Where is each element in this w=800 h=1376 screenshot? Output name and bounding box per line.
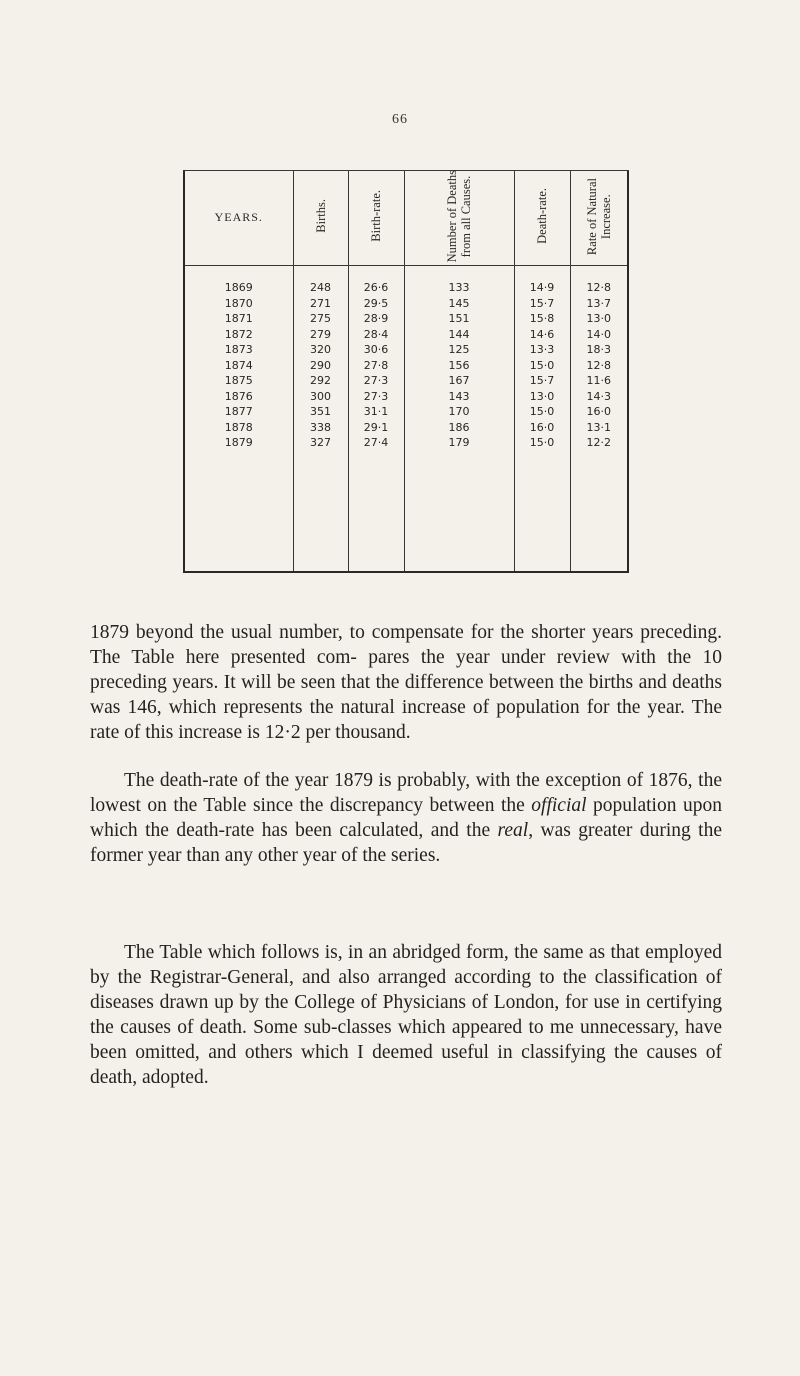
cell-natural-increase: 18·3 bbox=[586, 343, 611, 357]
cell-deaths: 179 bbox=[404, 435, 514, 451]
cell-death-rate: 14·9 bbox=[514, 280, 570, 296]
cell-natural-increase: 14·0 bbox=[586, 327, 611, 341]
cell-birth-rate: 27·3 bbox=[348, 389, 404, 405]
filler-cell bbox=[514, 451, 570, 571]
table-row bbox=[185, 342, 627, 358]
body-paragraph-2 bbox=[90, 768, 722, 868]
header-years: YEARS. bbox=[185, 170, 293, 266]
filler-cell bbox=[348, 451, 404, 571]
header-deaths-line1: Number of Deaths bbox=[445, 170, 459, 263]
spacer-cell bbox=[185, 266, 293, 281]
table-row bbox=[185, 389, 627, 405]
cell-birth-rate: 28·4 bbox=[348, 327, 404, 343]
cell-deaths: 133 bbox=[404, 280, 514, 296]
cell-birth-rate: 27·3 bbox=[348, 373, 404, 389]
cell-births: 327 bbox=[293, 435, 348, 451]
cell-natural-increase: 13·1 bbox=[586, 420, 611, 434]
cell-birth-rate: 26·6 bbox=[348, 280, 404, 296]
cell-deaths: 144 bbox=[404, 327, 514, 343]
cell-natural-increase: 12·8 bbox=[586, 281, 611, 295]
statistics-table-grid bbox=[185, 170, 627, 571]
cell-year: 1871 bbox=[185, 311, 293, 327]
spacer-cell bbox=[404, 266, 514, 281]
cell-year: 1876 bbox=[185, 389, 293, 405]
cell-natural-increase: 13·0 bbox=[586, 312, 611, 326]
cell-births: 271 bbox=[293, 296, 348, 312]
cell-death-rate: 15·0 bbox=[514, 404, 570, 420]
paragraph-3-text: The Table which follows is, in an abridged form, the same as that employed by the Registrar-General, and also arranged according to the classification of diseases drawn up by the College of Physicians of London, for use in certifying the causes of death. Some sub-classes which appeared to me unnecessary, have been omitted, and others which I deemed useful in classifying the causes of death, adopted. bbox=[90, 942, 722, 1088]
cell-death-rate: 16·0 bbox=[514, 420, 570, 436]
cell-deaths: 170 bbox=[404, 404, 514, 420]
cell-year: 1872 bbox=[185, 327, 293, 343]
cell-year: 1877 bbox=[185, 404, 293, 420]
filler-cell bbox=[185, 451, 293, 571]
cell-deaths: 156 bbox=[404, 358, 514, 374]
header-natural-increase-label bbox=[585, 178, 613, 255]
cell-births: 351 bbox=[293, 404, 348, 420]
paragraph-2-part-c: , was greater during the former year than any other year of the series. bbox=[90, 820, 722, 866]
table-header-row bbox=[185, 170, 627, 266]
cell-death-rate: 15·0 bbox=[514, 435, 570, 451]
header-death-rate-label: Death-rate. bbox=[535, 188, 549, 245]
paragraph-2-official: official bbox=[531, 795, 587, 816]
table-row bbox=[185, 404, 627, 420]
cell-death-rate: 14·6 bbox=[514, 327, 570, 343]
spacer-cell bbox=[514, 266, 570, 281]
cell-births: 338 bbox=[293, 420, 348, 436]
cell-year: 1874 bbox=[185, 358, 293, 374]
cell-deaths: 125 bbox=[404, 342, 514, 358]
header-natural-increase bbox=[570, 170, 627, 266]
body-paragraph-3 bbox=[90, 940, 722, 1090]
cell-births: 290 bbox=[293, 358, 348, 374]
table-row bbox=[185, 296, 627, 312]
cell-death-rate: 15·0 bbox=[514, 358, 570, 374]
cell-births: 279 bbox=[293, 327, 348, 343]
cell-deaths: 143 bbox=[404, 389, 514, 405]
header-natural-line1: Rate of Natural bbox=[584, 177, 599, 255]
header-deaths-line2: from all Causes. bbox=[459, 175, 473, 257]
filler-cell bbox=[293, 451, 348, 571]
cell-births: 248 bbox=[293, 280, 348, 296]
header-births bbox=[293, 170, 348, 266]
cell-year: 1870 bbox=[185, 296, 293, 312]
table-row bbox=[185, 373, 627, 389]
filler-cell bbox=[570, 451, 627, 571]
paragraph-2-real: real bbox=[497, 820, 529, 841]
cell-births: 275 bbox=[293, 311, 348, 327]
cell-death-rate: 13·3 bbox=[514, 342, 570, 358]
header-birth-rate bbox=[348, 170, 404, 266]
header-death-rate bbox=[514, 170, 570, 266]
paragraph-2-part-b: population upon which the death-rate has been calculated, and the bbox=[90, 795, 722, 841]
page-number: 66 bbox=[392, 112, 408, 127]
table-row bbox=[185, 311, 627, 327]
cell-births: 300 bbox=[293, 389, 348, 405]
header-deaths-label bbox=[445, 170, 473, 262]
table-spacer-row bbox=[185, 266, 627, 281]
cell-natural-increase: 11·6 bbox=[586, 374, 611, 388]
body-paragraph-1 bbox=[90, 620, 722, 745]
header-natural-line2: Increase. bbox=[598, 193, 613, 239]
paragraph-2-part-a: The death-rate of the year 1879 is probably, with the exception of 1876, the lowest on the Table since the discrepancy between the bbox=[90, 770, 722, 816]
cell-birth-rate: 29·5 bbox=[348, 296, 404, 312]
cell-deaths: 186 bbox=[404, 420, 514, 436]
spacer-cell bbox=[348, 266, 404, 281]
filler-cell bbox=[404, 451, 514, 571]
cell-deaths: 151 bbox=[404, 311, 514, 327]
cell-natural-increase: 14·3 bbox=[586, 389, 611, 403]
header-deaths bbox=[404, 170, 514, 266]
cell-death-rate: 15·8 bbox=[514, 311, 570, 327]
table-row bbox=[185, 280, 627, 296]
table-row bbox=[185, 435, 627, 451]
table-row bbox=[185, 327, 627, 343]
cell-year: 1879 bbox=[185, 435, 293, 451]
header-birth-rate-label: Birth-rate. bbox=[369, 190, 383, 243]
cell-natural-increase: 16·0 bbox=[586, 405, 611, 419]
paragraph-1-text: 1879 beyond the usual number, to compensate for the shorter years preceding. The Table here presented com- pares the year under review with the 10 preceding years. It will be seen that the difference between the births and deaths was 146, which represents the natural increase of population for the year. The rate of this increase is 12·2 per thousand. bbox=[90, 622, 722, 743]
cell-year: 1873 bbox=[185, 342, 293, 358]
cell-year: 1878 bbox=[185, 420, 293, 436]
table-row bbox=[185, 420, 627, 436]
cell-natural-increase: 12·2 bbox=[586, 436, 611, 450]
table-body bbox=[185, 266, 627, 571]
table-filler-row bbox=[185, 451, 627, 571]
cell-birth-rate: 30·6 bbox=[348, 342, 404, 358]
cell-birth-rate: 29·1 bbox=[348, 420, 404, 436]
cell-birth-rate: 27·8 bbox=[348, 358, 404, 374]
cell-year: 1869 bbox=[185, 280, 293, 296]
cell-deaths: 167 bbox=[404, 373, 514, 389]
cell-year: 1875 bbox=[185, 373, 293, 389]
cell-births: 320 bbox=[293, 342, 348, 358]
table-row bbox=[185, 358, 627, 374]
vital-statistics-table bbox=[183, 170, 629, 573]
spacer-cell bbox=[293, 266, 348, 281]
spacer-cell bbox=[570, 266, 627, 281]
cell-birth-rate: 31·1 bbox=[348, 404, 404, 420]
paragraph-2-text bbox=[90, 768, 722, 868]
header-births-label: Births. bbox=[313, 199, 328, 234]
cell-births: 292 bbox=[293, 373, 348, 389]
cell-natural-increase: 13·7 bbox=[586, 296, 611, 310]
cell-birth-rate: 28·9 bbox=[348, 311, 404, 327]
cell-birth-rate: 27·4 bbox=[348, 435, 404, 451]
cell-death-rate: 15·7 bbox=[514, 373, 570, 389]
cell-natural-increase: 12·8 bbox=[586, 358, 611, 372]
cell-death-rate: 15·7 bbox=[514, 296, 570, 312]
cell-deaths: 145 bbox=[404, 296, 514, 312]
cell-death-rate: 13·0 bbox=[514, 389, 570, 405]
